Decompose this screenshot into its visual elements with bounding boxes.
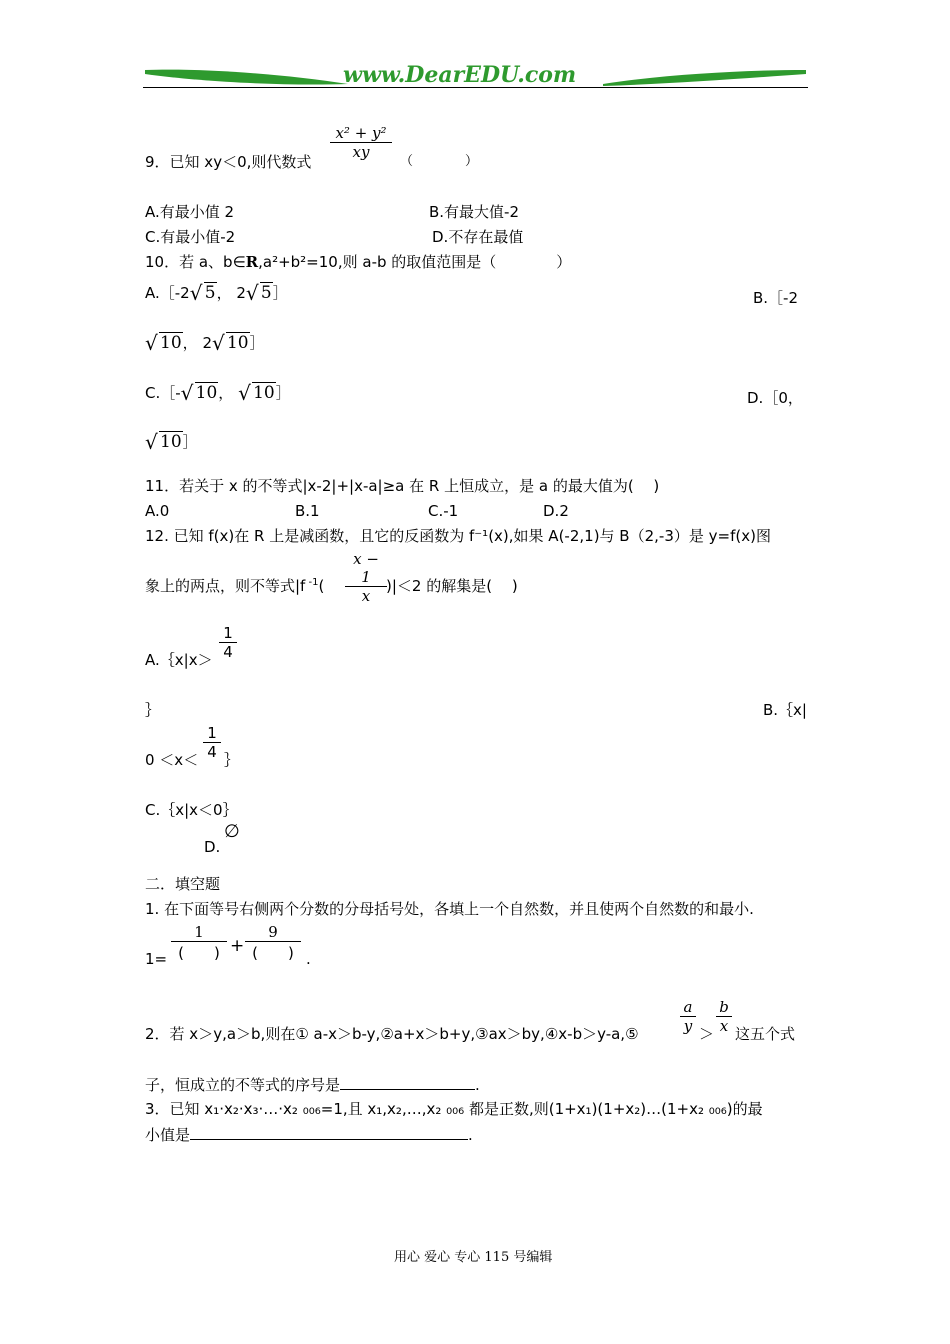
q12-option-b: B.｛x| bbox=[763, 701, 807, 719]
q12-option-b-close: ｝ bbox=[224, 751, 240, 769]
f1-plus: + bbox=[230, 936, 245, 956]
q10-stem: 10．若 a、b∈R,a²+b²=10,则 a-b 的取值范围是（ ） bbox=[145, 253, 572, 271]
q12-option-a-fraction: 1 4 bbox=[219, 624, 237, 661]
q12-option-a: A.｛x|x＞ bbox=[145, 651, 213, 669]
q9-fraction: x² + y² xy bbox=[330, 124, 392, 161]
q10-option-c: C.［- √ 10， √ 10］ bbox=[145, 383, 291, 403]
f3-line1: 3．已知 x₁·x₂·x₃·…·x₂ ₀₀₆=1,且 x₁,x₂,…,x₂ ₀₀₆ 都是正数,则(1+x₁)(1+x₂)…(1+x₂ ₀₀₆)的最 bbox=[145, 1100, 763, 1118]
f3-answer-blank[interactable] bbox=[190, 1125, 468, 1140]
q12-stem-line2-tail: )|＜2 的解集是( ) bbox=[386, 577, 518, 595]
q11-option-b: B.1 bbox=[295, 502, 320, 520]
f2-gt: ＞ bbox=[699, 1025, 715, 1043]
q12-option-c: C.｛x|x＜0｝ bbox=[145, 801, 238, 819]
f1-fraction-2: 9 ( ) bbox=[245, 923, 301, 963]
header-banner bbox=[143, 62, 808, 94]
footer-text: 用心 爱心 专心 115 号编辑 bbox=[394, 1250, 553, 1265]
f2-fraction-a-y: a y bbox=[680, 998, 696, 1035]
q10-option-d-cont: √ 10］ bbox=[145, 432, 198, 452]
q12-option-a-close: ｝ bbox=[145, 701, 161, 719]
f1-eq-left: 1= bbox=[145, 950, 168, 968]
q11-option-c: C.-1 bbox=[428, 502, 459, 520]
q9-option-b: B.有最大值-2 bbox=[429, 203, 520, 221]
f2-answer-blank[interactable] bbox=[340, 1075, 475, 1090]
q11-option-a: A.0 bbox=[145, 502, 170, 520]
q12-option-b-fraction: 1 4 bbox=[203, 724, 221, 761]
q11-option-d: D.2 bbox=[543, 502, 569, 520]
f1-fraction-1: 1 ( ) bbox=[171, 923, 227, 963]
f2-fraction-b-x: b x bbox=[716, 998, 732, 1035]
q12-option-d: D. bbox=[204, 838, 221, 856]
q10-option-a: A.［-2 √ 5， 2 √ 5］ bbox=[145, 283, 288, 303]
q9-option-a: A.有最小值 2 bbox=[145, 203, 235, 221]
f2-line2: 子，恒成立的不等式的序号是 . bbox=[145, 1076, 480, 1094]
q12-stem-line2: 象上的两点，则不等式|f $^{-1}$( bbox=[145, 577, 325, 595]
q10-option-d: D.［0， bbox=[747, 389, 803, 407]
f2-tail: 这五个式 bbox=[735, 1025, 796, 1043]
f2-stem: 2．若 x＞y,a＞b,则在① a-x＞b-y,②a+x＞b+y,③ax＞by,④x-b＞y-a,⑤ bbox=[145, 1025, 639, 1043]
q12-stem-line1: 12. 已知 f(x)在 R 上是减函数，且它的反函数为 f⁻¹(x),如果 A(-2,1)与 B（2,-3）是 y=f(x)图 bbox=[145, 527, 771, 545]
f1-end: . bbox=[306, 950, 311, 968]
q12-fraction: x − 1 x bbox=[345, 550, 387, 605]
q12-option-b-cont: 0 ＜x＜ bbox=[145, 751, 199, 769]
header-brand[interactable]: www.DearEDU.com bbox=[343, 62, 577, 88]
f1-stem: 1. 在下面等号右侧两个分数的分母括号处，各填上一个自然数，并且使两个自然数的和最小. bbox=[145, 900, 754, 918]
q10-option-b-cont: √ 10， 2 √ 10］ bbox=[145, 333, 265, 353]
q9-option-d: D.不存在最值 bbox=[432, 228, 524, 246]
empty-set-icon: ∅ bbox=[224, 821, 240, 842]
q10-option-b: B.［-2 bbox=[753, 289, 799, 307]
header-rule bbox=[143, 87, 808, 88]
q11-stem: 11．若关于 x 的不等式|x-2|+|x-a|≥a 在 R 上恒成立，是 a 的最大值为( ) bbox=[145, 477, 660, 495]
q9-answer-paren: （ ） bbox=[400, 154, 479, 169]
section-title: 二．填空题 bbox=[145, 875, 221, 893]
q9-stem: 9．已知 xy＜0,则代数式 bbox=[145, 153, 312, 171]
q9-option-c: C.有最小值-2 bbox=[145, 228, 236, 246]
f3-line2: 小值是 . bbox=[145, 1126, 473, 1144]
